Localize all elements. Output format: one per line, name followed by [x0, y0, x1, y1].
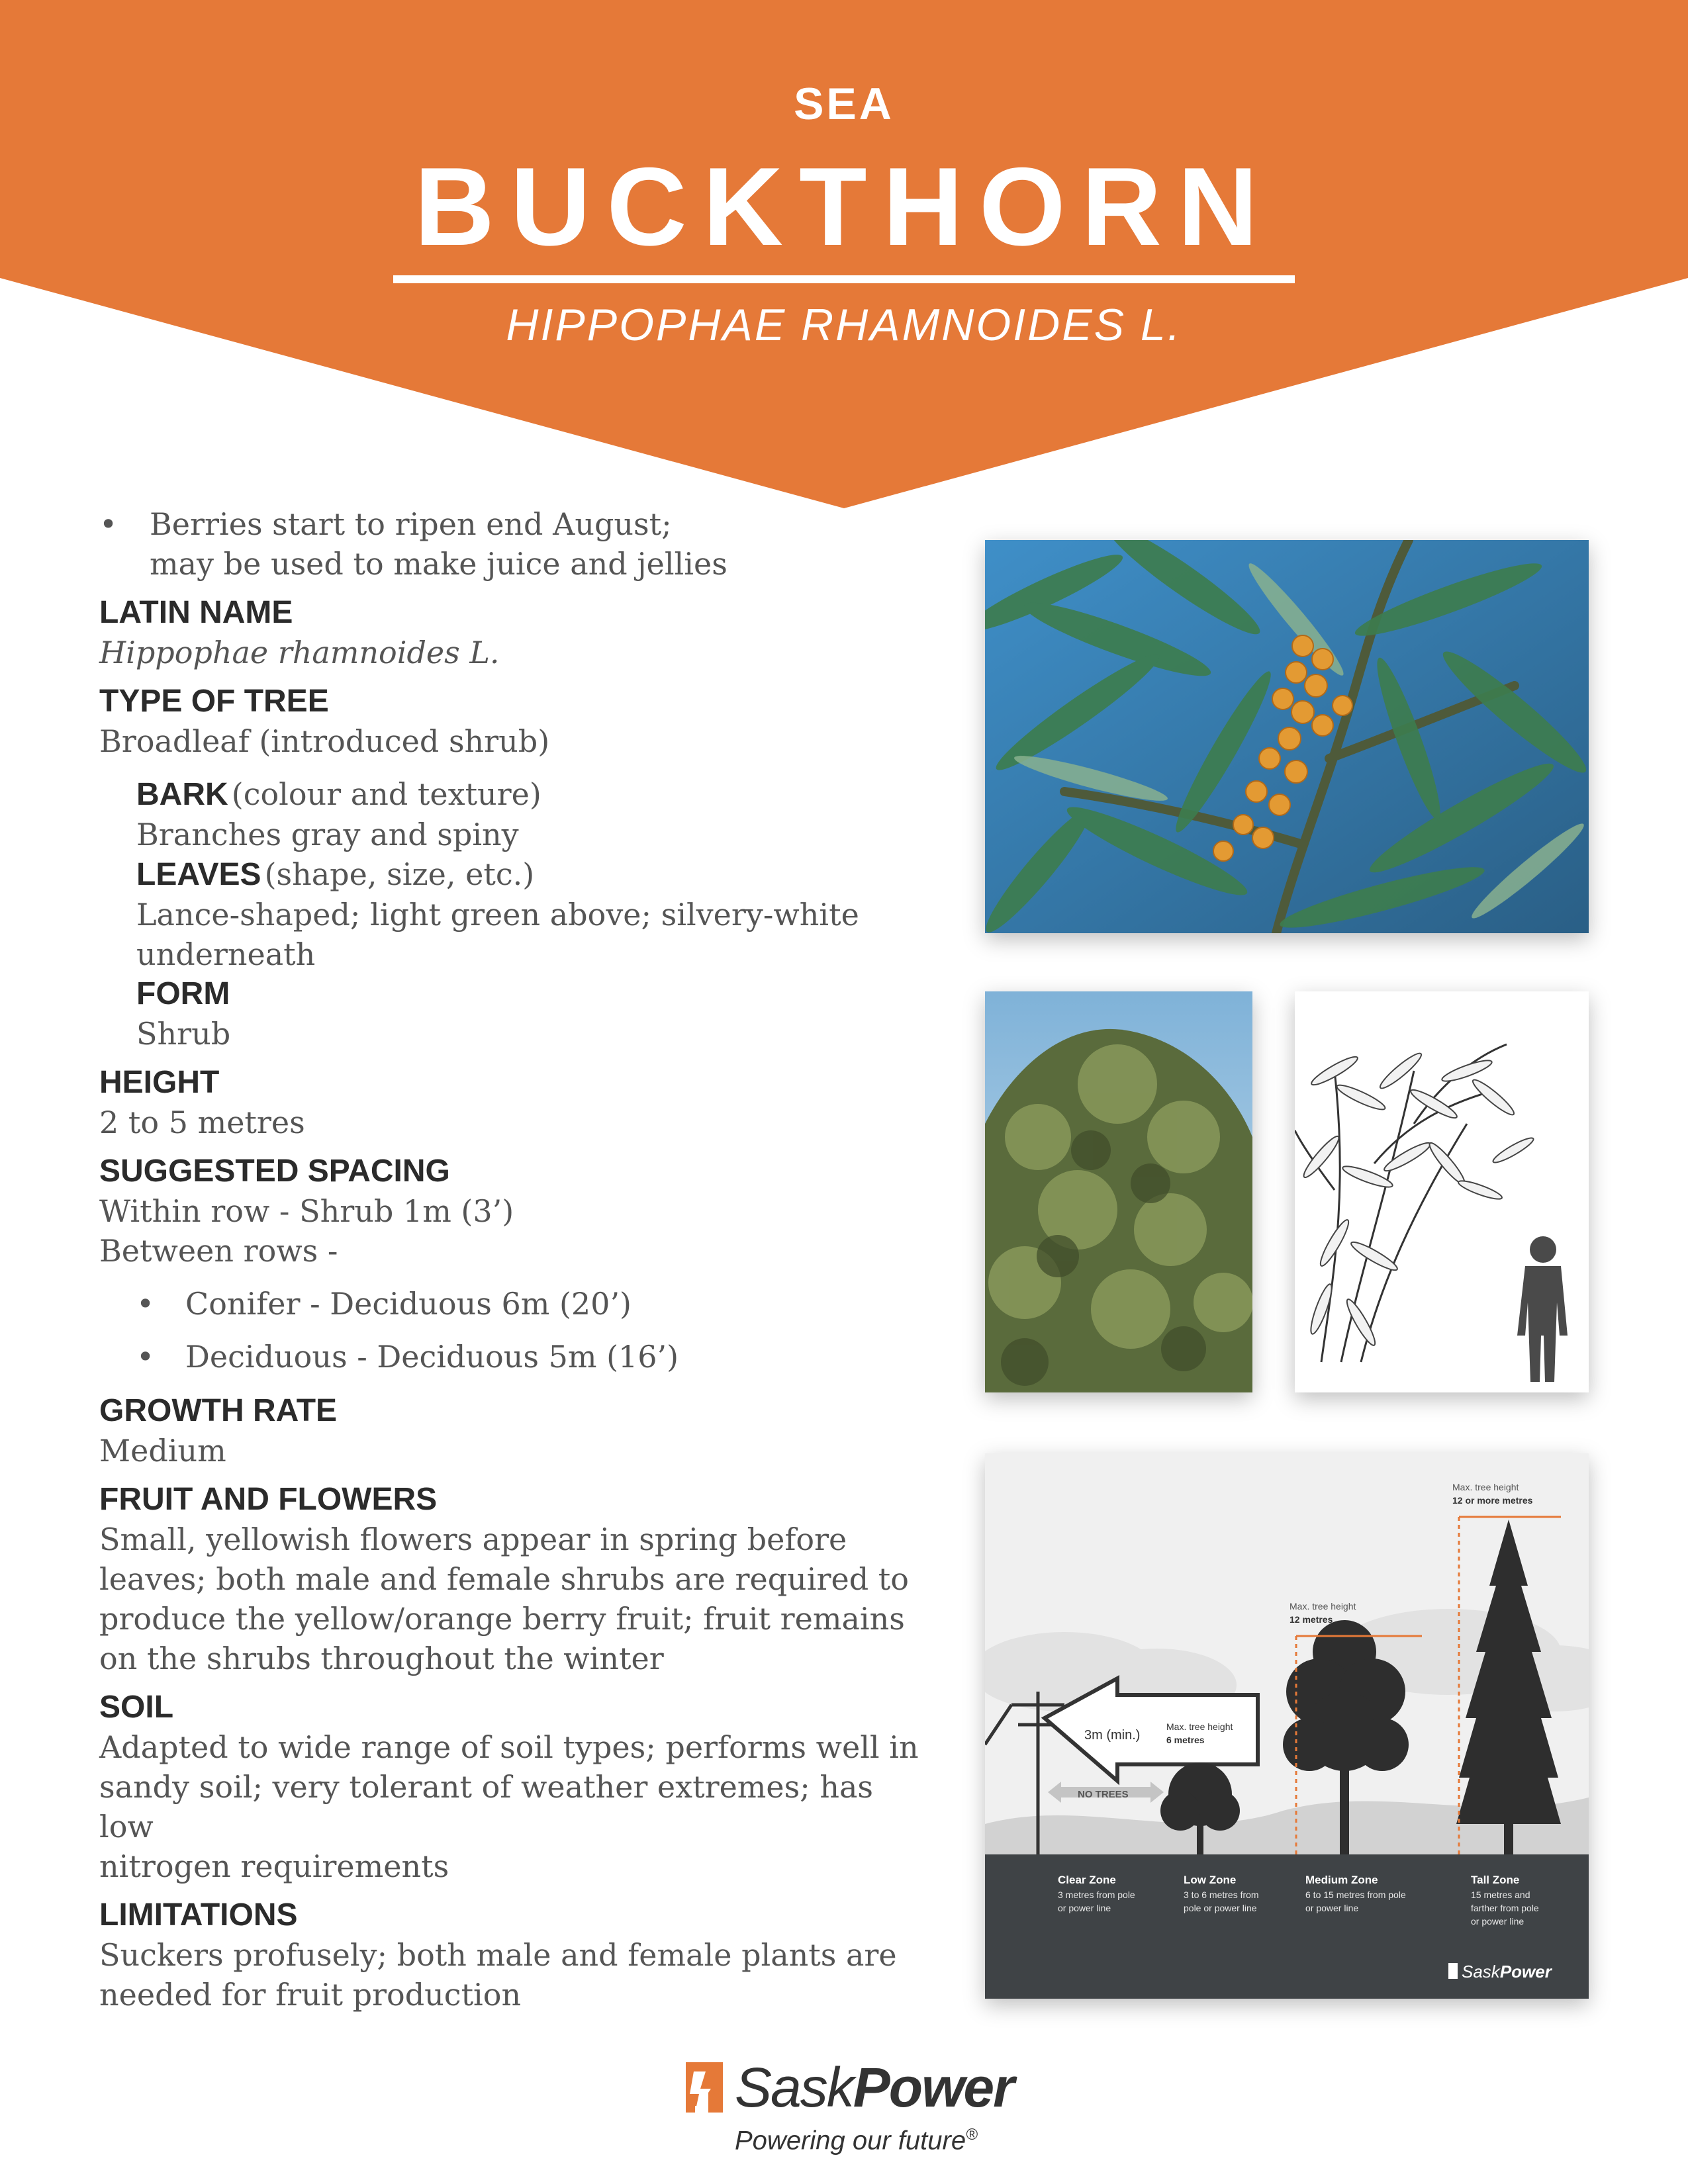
bullet-dot: • [136, 1339, 155, 1375]
page-title: BUCKTHORN [414, 144, 1274, 269]
bark-note: (colour and texture) [231, 776, 541, 812]
latin-name-heading: LATIN NAME [99, 595, 293, 630]
tree-type-heading: TYPE OF TREE [99, 684, 329, 719]
mini-brand-b: Power [1499, 1962, 1552, 1981]
tall-zone-line: or power line [1471, 1916, 1524, 1927]
clearance-label: 3m (min.) [1084, 1728, 1141, 1743]
tall-zone-title: Tall Zone [1471, 1874, 1520, 1886]
footer-brand-a: Sask [735, 2056, 853, 2118]
leaves-note: (shape, size, etc.) [264, 856, 535, 892]
height-heading: HEIGHT [99, 1065, 220, 1100]
leaves-value: Lance-shaped; light green above; silvery-white [136, 897, 859, 933]
tall-zone-line: 15 metres and [1471, 1889, 1530, 1900]
low-zone-line: 3 to 6 metres from [1184, 1889, 1259, 1900]
form-value: Shrub [136, 1016, 231, 1052]
medium-max-label: Max. tree height [1289, 1601, 1356, 1612]
spacing-item [99, 1284, 927, 1324]
limitations-line: needed for fruit production [99, 1977, 522, 2013]
bark-value: Branches gray and spiny [136, 817, 519, 852]
fruit-line: leaves; both male and female shrubs are required to [99, 1561, 909, 1597]
clear-zone-title: Clear Zone [1058, 1874, 1116, 1886]
limitations-line: Suckers profusely; both male and female plants are [99, 1937, 897, 1973]
bark-heading: BARK [136, 777, 228, 812]
title-prefix: SEA [794, 79, 894, 129]
growth-rate-value: Medium [99, 1433, 226, 1469]
bark-section [99, 774, 927, 1054]
bullet-dot: • [99, 506, 118, 542]
growth-rate-heading: GROWTH RATE [99, 1393, 338, 1428]
fruit-line: produce the yellow/orange berry fruit; fruit remains [99, 1601, 905, 1637]
fruit-heading: FRUIT AND FLOWERS [99, 1482, 438, 1517]
soil-line: nitrogen requirements [99, 1848, 449, 1884]
tall-zone-line: farther from pole [1471, 1903, 1539, 1913]
limitations-heading: LIMITATIONS [99, 1897, 298, 1933]
height-value: 2 to 5 metres [99, 1105, 305, 1140]
tagline-text: Powering our future [735, 2126, 966, 2156]
latin-subtitle: HIPPOPHAE RHAMNOIDES L. [506, 300, 1182, 350]
intro-line: Berries start to ripen end August; [150, 506, 672, 542]
form-heading: FORM [136, 976, 230, 1011]
medium-zone-line: or power line [1305, 1903, 1359, 1913]
sketch-illustration [1295, 991, 1589, 1392]
mini-brand-a: Sask [1462, 1962, 1500, 1981]
soil-heading: SOIL [99, 1690, 174, 1725]
species-details [99, 504, 927, 2015]
low-zone-title: Low Zone [1184, 1874, 1237, 1886]
spacing-heading: SUGGESTED SPACING [99, 1154, 450, 1189]
clear-zone-line: or power line [1058, 1903, 1111, 1913]
low-max-height: 6 metres [1166, 1735, 1205, 1745]
footer-brand [735, 2056, 1013, 2120]
spacing-item-text: Deciduous - Deciduous 5m (16’) [185, 1339, 679, 1375]
tall-max-height: 12 or more metres [1452, 1495, 1533, 1506]
medium-zone-title: Medium Zone [1305, 1874, 1378, 1886]
soil-line: sandy soil; very tolerant of weather extremes; has low [99, 1769, 874, 1844]
shrub-photo [985, 991, 1252, 1392]
title-divider [393, 275, 1295, 283]
spacing-item-text: Conifer - Deciduous 6m (20’) [185, 1286, 632, 1322]
saskpower-mini-logo [1448, 1962, 1553, 1981]
planting-zones-diagram [985, 1453, 1589, 1999]
medium-max-height: 12 metres [1289, 1614, 1333, 1625]
low-zone-line: pole or power line [1184, 1903, 1257, 1913]
clear-zone-line: 3 metres from pole [1058, 1889, 1135, 1900]
registered-mark: ® [966, 2126, 978, 2144]
fruit-line: on the shrubs throughout the winter [99, 1641, 664, 1676]
bullet-dot: • [136, 1286, 155, 1322]
intro-bullet [99, 504, 927, 584]
footer-brand-b: Power [853, 2056, 1013, 2118]
spacing-within: Within row - Shrub 1m (3’) [99, 1193, 514, 1229]
soil-line: Adapted to wide range of soil types; performs well in [99, 1729, 919, 1765]
tree-type-value: Broadleaf (introduced shrub) [99, 723, 550, 759]
intro-line: may be used to make juice and jellies [150, 546, 727, 582]
footer-tagline [735, 2126, 978, 2156]
svg-text:SaskPower [1462, 1962, 1553, 1981]
spacing-between: Between rows - [99, 1233, 338, 1269]
leaves-value: underneath [136, 936, 316, 972]
berries-photo [985, 540, 1589, 933]
medium-zone-line: 6 to 15 metres from pole [1305, 1889, 1406, 1900]
leaves-heading: LEAVES [136, 857, 261, 892]
spacing-item [99, 1337, 927, 1377]
latin-name-value: Hippophae rhamnoides L. [99, 635, 500, 670]
fruit-line: Small, yellowish flowers appear in spring before [99, 1522, 847, 1557]
low-max-label: Max. tree height [1166, 1721, 1233, 1732]
tall-max-label: Max. tree height [1452, 1482, 1519, 1492]
no-trees-label: NO TREES [1078, 1789, 1129, 1800]
